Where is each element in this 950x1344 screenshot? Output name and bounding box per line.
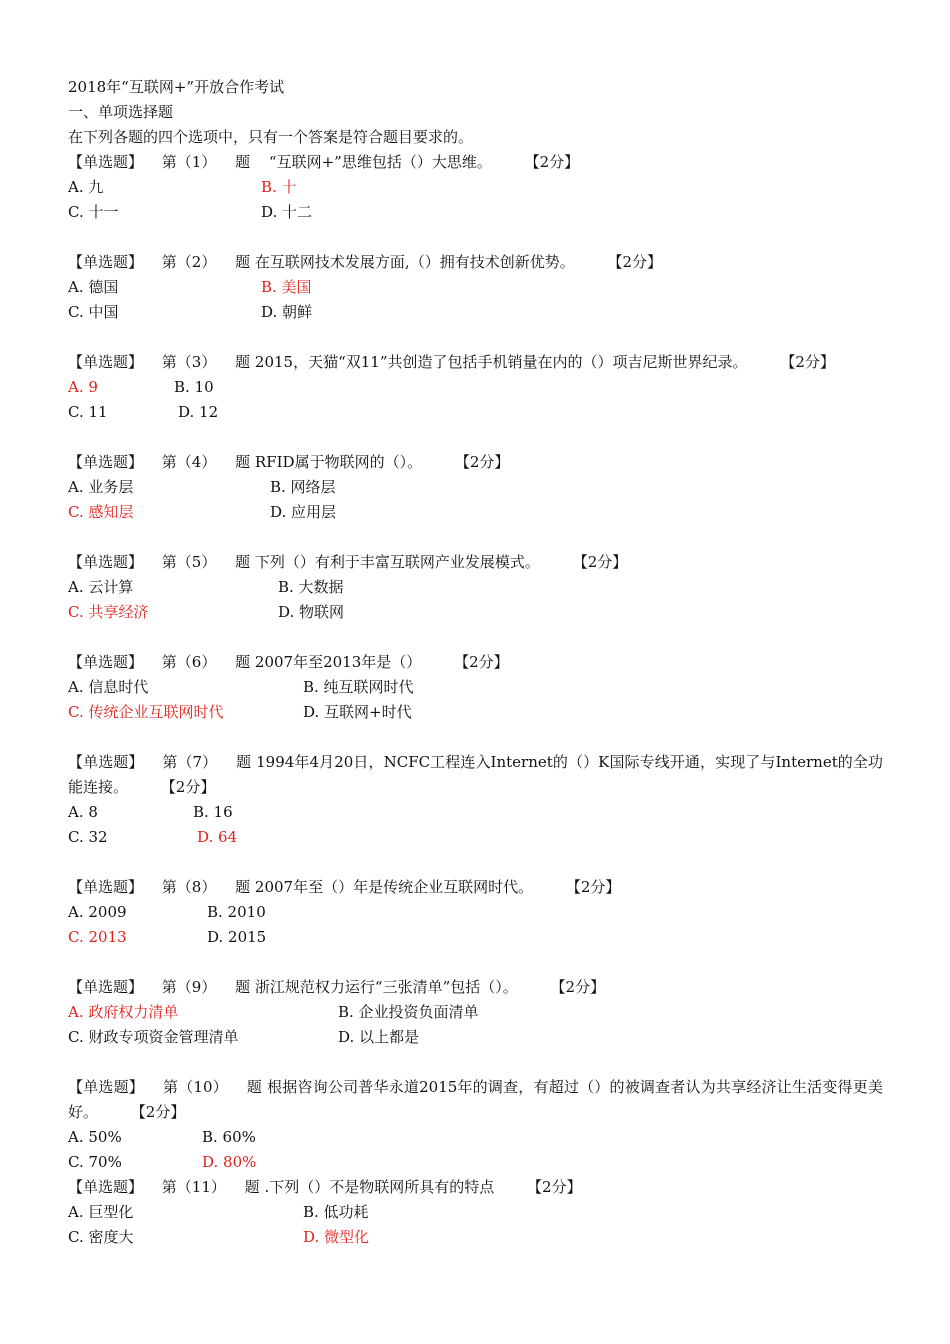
question-stem (68, 1075, 883, 1125)
document-body (68, 75, 883, 1250)
question-ti: 题 (235, 253, 251, 271)
option-d: D. 物联网 (278, 603, 345, 621)
question-type: 【单选题】 (68, 1078, 145, 1096)
question-type: 【单选题】 (68, 353, 144, 371)
option-a: A. 九 (68, 178, 104, 196)
question-ti: 题 (246, 1078, 263, 1096)
question-text: 1994年4月20日，NCFC工程连入Internet的（）K国际专线开通，实现了与Internet的全功能连接。 (68, 753, 883, 796)
exam-title: 2018年“互联网+”开放合作考试 (68, 78, 285, 96)
question-stem (68, 450, 883, 475)
option-a: A. 巨型化 (68, 1203, 134, 1221)
instruction-text: 在下列各题的四个选项中，只有一个答案是符合题目要求的。 (68, 128, 474, 146)
question (68, 450, 883, 525)
question-text: 2007年至2013年是（） (254, 653, 422, 671)
question-stem (68, 150, 883, 175)
question (68, 250, 883, 325)
question-number: 第（3） (161, 353, 217, 371)
question-number: 第（2） (161, 253, 217, 271)
option-a: A. 德国 (68, 278, 119, 296)
question-type: 【单选题】 (68, 153, 144, 171)
question (68, 975, 883, 1050)
question-ti: 题 (236, 753, 252, 771)
option-a-correct: A. 政府权力清单 (68, 1003, 179, 1021)
option-c: C. 密度大 (68, 1228, 134, 1246)
question-number: 第（7） (162, 753, 218, 771)
question-stem (68, 650, 883, 675)
question-stem (68, 875, 883, 900)
option-b: B. 纯互联网时代 (303, 678, 414, 696)
option-a: A. 信息时代 (68, 678, 149, 696)
question (68, 350, 883, 425)
option-a: A. 业务层 (68, 478, 134, 496)
question-number: 第（10） (163, 1078, 228, 1096)
option-c-correct: C. 2013 (68, 928, 127, 946)
option-b: B. 16 (193, 803, 233, 821)
options (68, 800, 883, 850)
question-text: .下列（）不是物联网所具有的特点 (264, 1178, 495, 1196)
question-text: 根据咨询公司普华永道2015年的调查，有超过（）的被调查者认为共享经济让生活变得更美好。 (68, 1078, 883, 1121)
question-ti: 题 (235, 153, 251, 171)
options (68, 175, 883, 225)
option-d: D. 朝鲜 (261, 303, 313, 321)
question (68, 1175, 883, 1250)
question-type: 【单选题】 (68, 653, 144, 671)
option-d: D. 2015 (207, 928, 267, 946)
question-text: RFID属于物联网的（）。 (254, 453, 423, 471)
option-c: C. 70% (68, 1153, 122, 1171)
question-number: 第（9） (161, 978, 217, 996)
question-text: “互联网+”思维包括（）大思维。 (268, 153, 492, 171)
question-number: 第（6） (161, 653, 217, 671)
question-stem (68, 975, 883, 1000)
option-b: B. 大数据 (278, 578, 344, 596)
option-b: B. 网络层 (270, 478, 336, 496)
options (68, 575, 883, 625)
option-c: C. 11 (68, 403, 108, 421)
question-ti: 题 (244, 1178, 260, 1196)
question-number: 第（1） (161, 153, 217, 171)
question-text: 2007年至（）年是传统企业互联网时代。 (254, 878, 534, 896)
question-ti: 题 (235, 353, 251, 371)
question-stem (68, 1175, 883, 1200)
option-b: B. 60% (202, 1128, 256, 1146)
question-score: 【2分】 (607, 253, 663, 271)
question-ti: 题 (235, 553, 251, 571)
question-type: 【单选题】 (68, 1178, 144, 1196)
options (68, 475, 883, 525)
option-d-correct: D. 64 (197, 828, 238, 846)
question-text: 浙江规范权力运行“三张清单”包括（）。 (254, 978, 518, 996)
question-score: 【2分】 (527, 1178, 582, 1196)
question-number: 第（4） (161, 453, 217, 471)
question-ti: 题 (235, 978, 251, 996)
question-ti: 题 (235, 653, 251, 671)
option-b-correct: B. 美国 (261, 278, 312, 296)
option-b: B. 2010 (207, 903, 266, 921)
question-text: 下列（）有利于丰富互联网产业发展模式。 (254, 553, 540, 571)
question-text: 在互联网技术发展方面,（）拥有技术创新优势。 (254, 253, 575, 271)
question-type: 【单选题】 (68, 453, 144, 471)
option-d: D. 互联网+时代 (303, 703, 412, 721)
question-type: 【单选题】 (68, 753, 144, 771)
question-text: 2015，天猫“双11”共创造了包括手机销量在内的（）项吉尼斯世界纪录。 (254, 353, 748, 371)
option-b: B. 低功耗 (303, 1203, 369, 1221)
question-type: 【单选题】 (68, 878, 144, 896)
question-type: 【单选题】 (68, 253, 144, 271)
option-a-correct: A. 9 (68, 378, 98, 396)
option-d-correct: D. 80% (202, 1153, 257, 1171)
question (68, 750, 883, 850)
section-heading: 一、单项选择题 (68, 103, 174, 121)
question-ti: 题 (235, 878, 251, 896)
option-c: C. 财政专项资金管理清单 (68, 1028, 239, 1046)
option-a: A. 云计算 (68, 578, 134, 596)
question-score: 【2分】 (454, 653, 509, 671)
option-b-correct: B. 十 (261, 178, 297, 196)
option-a: A. 2009 (68, 903, 127, 921)
question (68, 550, 883, 625)
option-d-correct: D. 微型化 (303, 1228, 370, 1246)
option-d: D. 以上都是 (338, 1028, 420, 1046)
option-b: B. 10 (174, 378, 214, 396)
question-stem (68, 250, 883, 275)
question-score: 【2分】 (160, 778, 216, 796)
question-score: 【2分】 (454, 453, 510, 471)
option-c-correct: C. 感知层 (68, 503, 134, 521)
question-score: 【2分】 (780, 353, 835, 371)
question-stem (68, 750, 883, 800)
question-score: 【2分】 (572, 553, 628, 571)
option-c-correct: C. 共享经济 (68, 603, 149, 621)
options (68, 1125, 883, 1175)
option-a: A. 8 (68, 803, 98, 821)
options (68, 375, 883, 425)
option-c: C. 32 (68, 828, 108, 846)
question-score: 【2分】 (550, 978, 606, 996)
options (68, 1000, 883, 1050)
option-c: C. 十一 (68, 203, 119, 221)
question-score: 【2分】 (524, 153, 580, 171)
option-c: C. 中国 (68, 303, 119, 321)
question-stem (68, 350, 883, 375)
question-stem (68, 550, 883, 575)
question-number: 第（11） (161, 1178, 226, 1196)
option-c-correct: C. 传统企业互联网时代 (68, 703, 224, 721)
question-number: 第（8） (161, 878, 217, 896)
option-d: D. 12 (178, 403, 219, 421)
question-ti: 题 (235, 453, 251, 471)
question (68, 650, 883, 725)
question (68, 150, 883, 225)
option-d: D. 十二 (261, 203, 313, 221)
options (68, 1200, 883, 1250)
option-b: B. 企业投资负面清单 (338, 1003, 479, 1021)
question (68, 1075, 883, 1175)
question-score: 【2分】 (565, 878, 621, 896)
option-a: A. 50% (68, 1128, 122, 1146)
options (68, 900, 883, 950)
options (68, 675, 883, 725)
options (68, 275, 883, 325)
question-type: 【单选题】 (68, 553, 144, 571)
question-number: 第（5） (161, 553, 217, 571)
question-score: 【2分】 (130, 1103, 186, 1121)
question-type: 【单选题】 (68, 978, 144, 996)
question (68, 875, 883, 950)
option-d: D. 应用层 (270, 503, 337, 521)
